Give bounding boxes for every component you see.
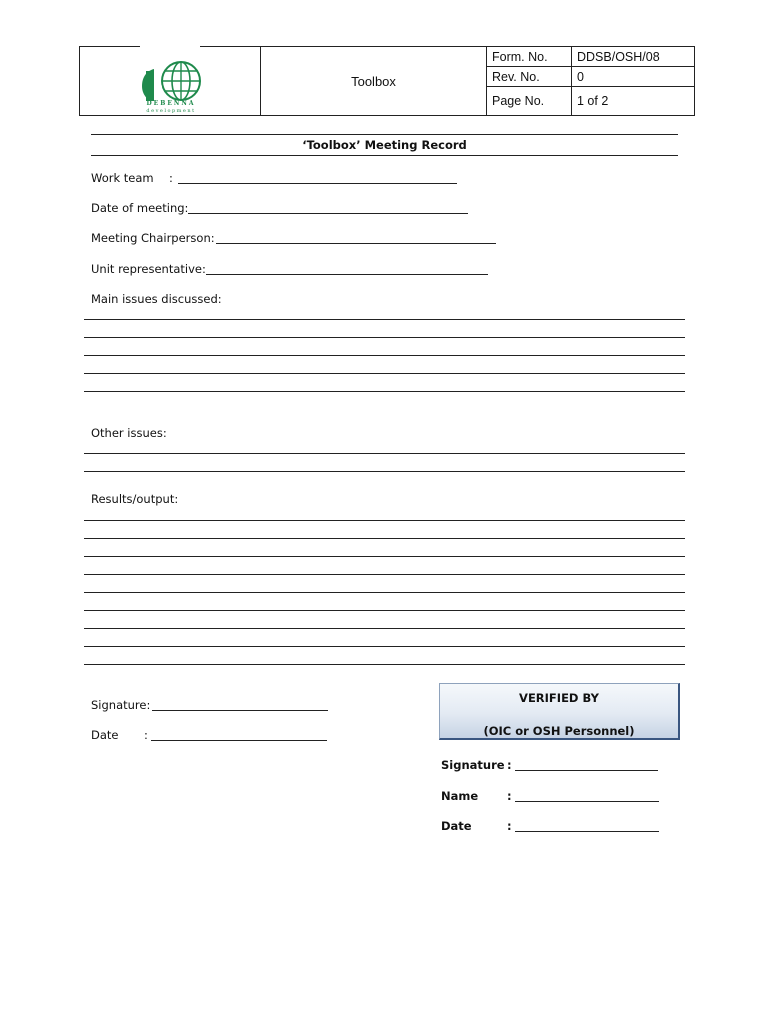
writing-line[interactable] (84, 355, 685, 356)
chairperson-field[interactable] (216, 243, 496, 244)
verify-signature-colon: : (507, 758, 512, 772)
writing-line[interactable] (84, 664, 685, 665)
signature-field[interactable] (152, 710, 328, 711)
logo-subtext: development (146, 108, 196, 114)
main-issues-label: Main issues discussed: (91, 292, 222, 306)
unit-rep-label: Unit representative: (91, 262, 206, 276)
date-label: Date (91, 728, 119, 742)
work-team-label: Work team (91, 171, 154, 185)
writing-line[interactable] (84, 453, 685, 454)
writing-line[interactable] (84, 391, 685, 392)
other-issues-label: Other issues: (91, 426, 167, 440)
heading-bottom-rule (91, 155, 678, 156)
work-team-colon: : (169, 171, 173, 185)
signature-label: Signature: (91, 698, 151, 712)
writing-line[interactable] (84, 538, 685, 539)
verified-by-box (439, 683, 680, 740)
document-header (79, 46, 695, 116)
logo-text: DEBENNA (146, 100, 196, 107)
document-title: Toolbox (260, 46, 487, 116)
writing-line[interactable] (84, 610, 685, 611)
writing-line[interactable] (84, 592, 685, 593)
verify-name-field[interactable] (515, 801, 659, 802)
verify-name-label: Name (441, 789, 479, 803)
verify-date-colon: : (507, 819, 512, 833)
writing-line[interactable] (84, 556, 685, 557)
work-team-field[interactable] (178, 183, 457, 184)
form-no-value: DDSB/OSH/08 (571, 46, 695, 67)
unit-rep-field[interactable] (206, 274, 488, 275)
date-field[interactable] (151, 740, 327, 741)
results-label: Results/output: (91, 492, 179, 506)
writing-line[interactable] (84, 373, 685, 374)
verified-by-subtitle: (OIC or OSH Personnel) (483, 724, 635, 738)
writing-line[interactable] (84, 471, 685, 472)
writing-line[interactable] (84, 646, 685, 647)
writing-line[interactable] (84, 574, 685, 575)
verify-name-colon: : (507, 789, 512, 803)
page-no-value: 1 of 2 (571, 86, 695, 116)
verify-date-label: Date (441, 819, 472, 833)
writing-line[interactable] (84, 628, 685, 629)
form-no-label: Form. No. (486, 46, 572, 67)
date-of-meeting-label: Date of meeting: (91, 201, 189, 215)
writing-line[interactable] (84, 319, 685, 320)
writing-line[interactable] (84, 520, 685, 521)
chairperson-label: Meeting Chairperson: (91, 231, 215, 245)
heading-top-rule (91, 134, 678, 135)
date-of-meeting-field[interactable] (188, 213, 468, 214)
rev-no-value: 0 (571, 66, 695, 87)
verified-by-title: VERIFIED BY (519, 691, 599, 705)
rev-no-label: Rev. No. (486, 66, 572, 87)
verify-date-field[interactable] (515, 831, 659, 832)
verify-signature-field[interactable] (515, 770, 658, 771)
date-colon: : (144, 728, 148, 742)
writing-line[interactable] (84, 337, 685, 338)
logo-cell (79, 46, 261, 116)
verify-signature-label: Signature (441, 758, 505, 772)
page-no-label: Page No. (486, 86, 572, 116)
form-heading: ‘Toolbox’ Meeting Record (302, 138, 467, 152)
